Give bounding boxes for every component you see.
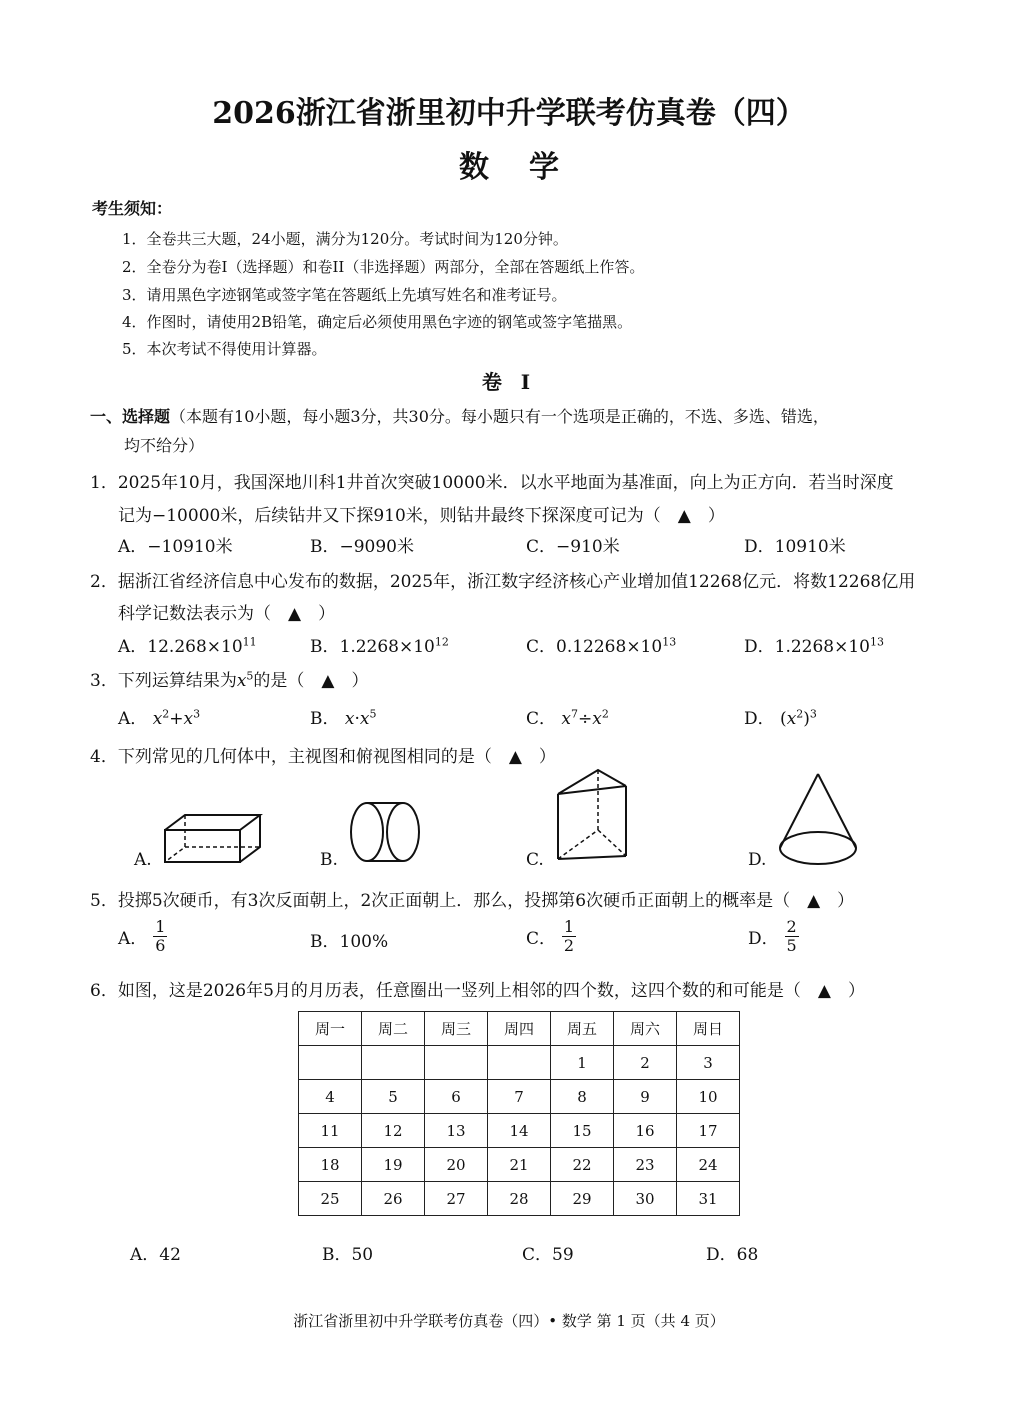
question-1-stem-cont: 记为−10000米，后续钻井又下探910米，则钻井最终下探深度可记为（ ▲ ） (118, 506, 725, 526)
section-rule: （本题有10小题，每小题3分，共30分。每小题只有一个选项是正确的，不选、多选、错选， (170, 407, 829, 426)
cone-figure (776, 770, 862, 870)
cylinder-figure (345, 798, 425, 868)
option-c: C． $x^7\div x^2$ (526, 707, 609, 729)
calendar-cell: 11 (299, 1114, 362, 1148)
calendar-cell: 21 (488, 1148, 551, 1182)
calendar-header-cell: 周四 (488, 1012, 551, 1046)
calendar-cell: 25 (299, 1182, 362, 1216)
section-intro (90, 404, 829, 427)
option-a: A． $x^2+x^3$ (118, 707, 201, 729)
question-2-stem: 2．据浙江省经济信息中心发布的数据，2025年，浙江数字经济核心产业增加值12268亿元．将数12268亿用 (90, 572, 916, 592)
calendar-cell (425, 1046, 488, 1080)
option-a: A．42 (130, 1245, 181, 1265)
calendar-cell (488, 1046, 551, 1080)
notice-item: 4．作图时，请使用2B铅笔，确定后必须使用黑色字迹的钢笔或签字笔描黑。 (122, 313, 633, 331)
calendar-cell: 22 (551, 1148, 614, 1182)
question-6-stem: 6．如图，这是2026年5月的月历表，任意圈出一竖列上相邻的四个数，这四个数的和可能是（ ▲ ） (90, 981, 865, 1001)
question-1-stem: 1．2025年10月，我国深地川科1井首次突破10000米．以水平地面为基准面，向上为正方向．若当时深度 (90, 473, 894, 493)
notice-item: 2．全卷分为卷I（选择题）和卷II（非选择题）两部分，全部在答题纸上作答。 (122, 258, 645, 276)
exam-title: 2026浙江省浙里初中升学联考仿真卷（四） (212, 96, 806, 131)
section-label: 一、选择题 (90, 407, 171, 426)
calendar-cell: 5 (362, 1080, 425, 1114)
question-2-stem-cont: 科学记数法表示为（ ▲ ） (118, 604, 336, 624)
notice-item: 5．本次考试不得使用计算器。 (122, 340, 327, 358)
calendar-cell: 13 (425, 1114, 488, 1148)
calendar-cell: 19 (362, 1148, 425, 1182)
notice-heading: 考生须知： (92, 199, 173, 218)
question-4-stem: 4．下列常见的几何体中，主视图和俯视图相同的是（ ▲ ） (90, 747, 556, 767)
option-b: B．50 (322, 1245, 374, 1265)
calendar-cell: 10 (677, 1080, 740, 1114)
option-b: B．−9090米 (310, 537, 415, 557)
calendar-cell: 3 (677, 1046, 740, 1080)
calendar-header-cell: 周六 (614, 1012, 677, 1046)
calendar-cell: 9 (614, 1080, 677, 1114)
option-a: A. (134, 850, 152, 870)
notice-item: 3．请用黑色字迹钢笔或签字笔在答题纸上先填写姓名和准考证号。 (122, 286, 567, 304)
calendar-cell (299, 1046, 362, 1080)
calendar-row (299, 1046, 740, 1080)
question-5-stem: 5．投掷5次硬币，有3次反面朝上，2次正面朝上．那么，投掷第6次硬币正面朝上的概率是（ ▲ ） (90, 891, 855, 911)
question-3-stem: 3．下列运算结果为$x^5$的是（ ▲ ） (90, 669, 369, 691)
calendar-cell: 20 (425, 1148, 488, 1182)
notice-item: 1．全卷共三大题，24小题，满分为120分。考试时间为120分钟。 (122, 230, 568, 248)
calendar-header-cell: 周五 (551, 1012, 614, 1046)
option-b: B. (320, 850, 338, 870)
option-b: B．$1.2268\times 10^{12}$ (310, 635, 449, 657)
calendar-header-cell: 周日 (677, 1012, 740, 1046)
option-c: C．$0.12268\times 10^{13}$ (526, 635, 677, 657)
option-d: D． $\frac{2}{5}$ (748, 917, 797, 955)
calendar-table (298, 1011, 740, 1216)
calendar-cell: 12 (362, 1114, 425, 1148)
calendar-row (299, 1080, 740, 1114)
calendar-cell: 7 (488, 1080, 551, 1114)
option-d: D．$1.2268\times 10^{13}$ (744, 635, 884, 657)
option-c: C．−910米 (526, 537, 620, 557)
calendar-cell: 23 (614, 1148, 677, 1182)
calendar-cell: 1 (551, 1046, 614, 1080)
calendar-cell: 6 (425, 1080, 488, 1114)
calendar-cell: 8 (551, 1080, 614, 1114)
page-footer: 浙江省浙里初中升学联考仿真卷（四）• 数学 第 1 页（共 4 页） (293, 1312, 725, 1330)
calendar-cell: 16 (614, 1114, 677, 1148)
section-rule-cont: 均不给分） (124, 436, 205, 455)
option-d: D． $(x^2)^3$ (744, 707, 817, 729)
option-d: D．10910米 (744, 537, 846, 557)
calendar-cell: 4 (299, 1080, 362, 1114)
calendar-cell: 2 (614, 1046, 677, 1080)
option-d: D. (748, 850, 767, 870)
calendar-header-cell: 周一 (299, 1012, 362, 1046)
calendar-cell: 24 (677, 1148, 740, 1182)
calendar-row (299, 1114, 740, 1148)
calendar-cell: 30 (614, 1182, 677, 1216)
option-b: B．100% (310, 932, 389, 952)
calendar-cell (362, 1046, 425, 1080)
option-a: A．$12.268\times 10^{11}$ (118, 635, 257, 657)
option-c: C． $\frac{1}{2}$ (526, 917, 575, 955)
option-a: A． $\frac{1}{6}$ (118, 917, 166, 955)
cuboid-figure (160, 810, 270, 870)
option-b: B． $x\cdot x^5$ (310, 707, 377, 729)
option-c: C．59 (522, 1245, 574, 1265)
calendar-cell: 26 (362, 1182, 425, 1216)
calendar-row (299, 1148, 740, 1182)
calendar-cell: 14 (488, 1114, 551, 1148)
triangular-prism-figure (552, 766, 632, 866)
calendar-cell: 15 (551, 1114, 614, 1148)
option-a: A．−10910米 (118, 537, 233, 557)
calendar-header-row (299, 1012, 740, 1046)
calendar-cell: 18 (299, 1148, 362, 1182)
calendar-cell: 27 (425, 1182, 488, 1216)
option-c: C. (526, 850, 544, 870)
calendar-header-cell: 周三 (425, 1012, 488, 1046)
calendar-cell: 31 (677, 1182, 740, 1216)
calendar-cell: 28 (488, 1182, 551, 1216)
volume-heading: 卷 I (481, 370, 537, 394)
calendar-header-cell: 周二 (362, 1012, 425, 1046)
calendar-row (299, 1182, 740, 1216)
option-d: D．68 (706, 1245, 759, 1265)
subject-title: 数学 (459, 150, 599, 185)
calendar-cell: 17 (677, 1114, 740, 1148)
calendar-cell: 29 (551, 1182, 614, 1216)
